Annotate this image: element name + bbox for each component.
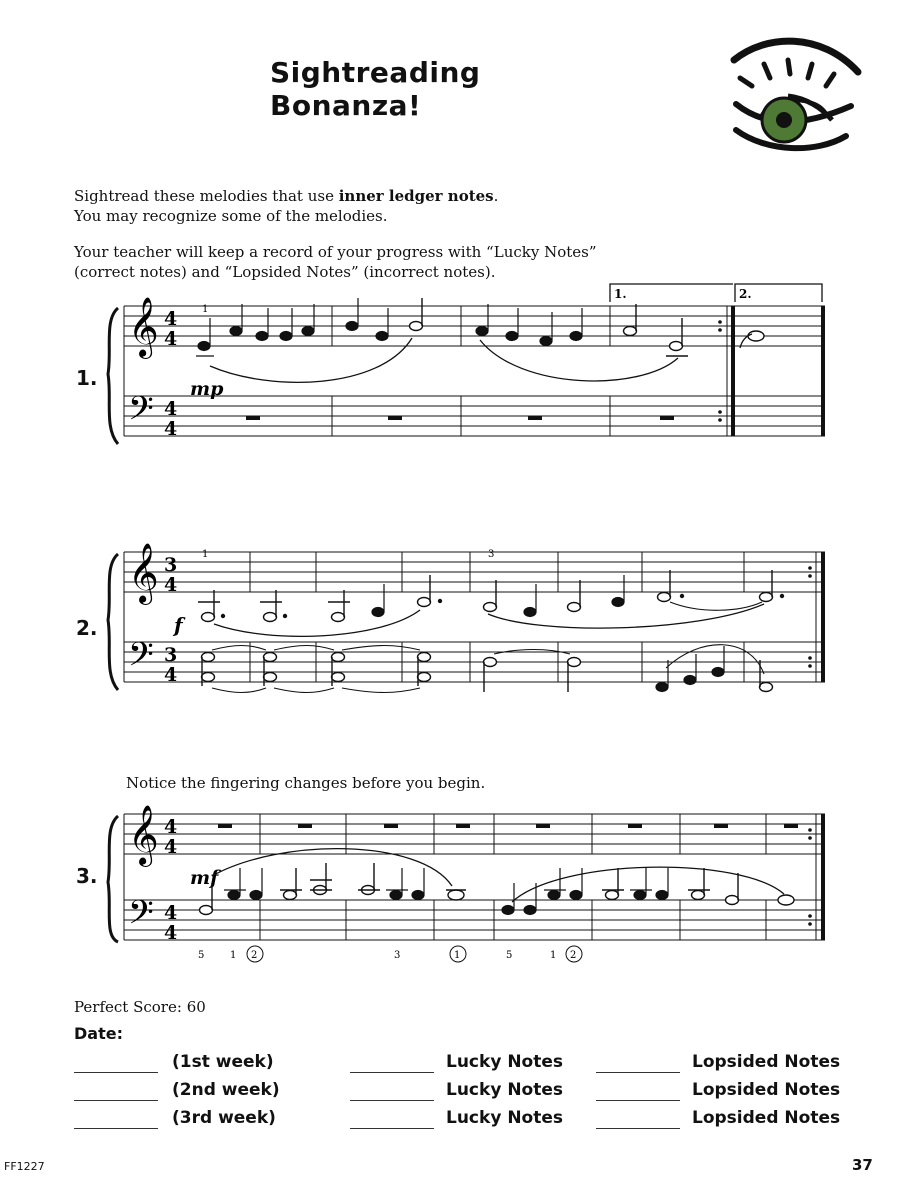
week-2-lopsided-blank[interactable]: [596, 1100, 680, 1101]
svg-text:4: 4: [164, 902, 178, 924]
date-label: Date:: [74, 1024, 123, 1043]
week-1-lucky-blank[interactable]: [350, 1072, 434, 1073]
week-1-lopsided-label: Lopsided Notes: [692, 1052, 841, 1072]
svg-text:1: 1: [202, 304, 209, 315]
week-1-lucky-label: Lucky Notes: [446, 1052, 563, 1072]
page-title: Sightreading Bonanza!: [270, 56, 481, 122]
svg-text:1: 1: [550, 950, 557, 961]
ending-2-label: 2.: [739, 287, 752, 301]
svg-text:4: 4: [164, 574, 178, 596]
svg-text:3: 3: [164, 554, 178, 576]
svg-text:3: 3: [488, 549, 495, 560]
week-3-lopsided-label: Lopsided Notes: [692, 1108, 841, 1128]
system-number: 1.: [76, 366, 98, 390]
week-3-label: (3rd week): [172, 1108, 276, 1128]
svg-text:2: 2: [251, 950, 258, 961]
week-2-lucky-label: Lucky Notes: [446, 1080, 563, 1100]
bass-clef-icon: 𝄢: [128, 894, 154, 940]
svg-text:4: 4: [164, 308, 178, 330]
week-1-lopsided-blank[interactable]: [596, 1072, 680, 1073]
fingering-note: Notice the fingering changes before you begin.: [126, 774, 486, 792]
dynamic-mark: mf: [190, 867, 219, 889]
music-system-3: [100, 798, 840, 974]
svg-text:4: 4: [164, 664, 178, 686]
bass-clef-icon: 𝄢: [128, 636, 154, 682]
music-system-1: [100, 280, 840, 460]
dynamic-mark: f: [174, 613, 183, 637]
svg-text:4: 4: [164, 328, 178, 350]
eye-icon: [726, 34, 866, 152]
bass-clef-icon: 𝄢: [128, 390, 154, 436]
svg-text:5: 5: [198, 950, 205, 961]
system-number: 3.: [76, 864, 98, 888]
week-3-lucky-blank[interactable]: [350, 1128, 434, 1129]
svg-text:4: 4: [164, 418, 178, 440]
intro-line-1: Sightread these melodies that use inner ledger notes.: [74, 187, 499, 205]
page-number: 37: [852, 1156, 873, 1174]
intro-line-4: (correct notes) and “Lopsided Notes” (incorrect notes).: [74, 263, 496, 281]
week-1-date-blank[interactable]: [74, 1072, 158, 1073]
svg-text:3: 3: [164, 644, 178, 666]
system-number: 2.: [76, 616, 98, 640]
week-2-date-blank[interactable]: [74, 1100, 158, 1101]
svg-text:1: 1: [202, 549, 209, 560]
treble-clef-icon: 𝄞: [128, 297, 159, 357]
week-2-lucky-blank[interactable]: [350, 1100, 434, 1101]
svg-text:3: 3: [394, 950, 401, 961]
svg-text:4: 4: [164, 398, 178, 420]
svg-text:4: 4: [164, 836, 178, 858]
week-3-lucky-label: Lucky Notes: [446, 1108, 563, 1128]
dynamic-mark: mp: [190, 378, 224, 400]
intro-line-2: You may recognize some of the melodies.: [74, 207, 388, 225]
treble-clef-icon: 𝄞: [128, 543, 159, 603]
footer-code: FF1227: [4, 1160, 45, 1173]
music-system-2: [100, 540, 840, 710]
week-2-label: (2nd week): [172, 1080, 280, 1100]
week-3-date-blank[interactable]: [74, 1128, 158, 1129]
svg-text:5: 5: [506, 950, 513, 961]
svg-text:2: 2: [570, 950, 577, 961]
svg-text:4: 4: [164, 922, 178, 944]
week-1-label: (1st week): [172, 1052, 274, 1072]
svg-text:1: 1: [230, 950, 237, 961]
week-2-lopsided-label: Lopsided Notes: [692, 1080, 841, 1100]
intro-line-3: Your teacher will keep a record of your progress with “Lucky Notes”: [74, 243, 597, 261]
treble-clef-icon: 𝄞: [128, 805, 159, 865]
perfect-score: Perfect Score: 60: [74, 998, 206, 1016]
ending-1-label: 1.: [614, 287, 627, 301]
week-3-lopsided-blank[interactable]: [596, 1128, 680, 1129]
svg-text:1: 1: [454, 950, 461, 961]
svg-text:4: 4: [164, 816, 178, 838]
